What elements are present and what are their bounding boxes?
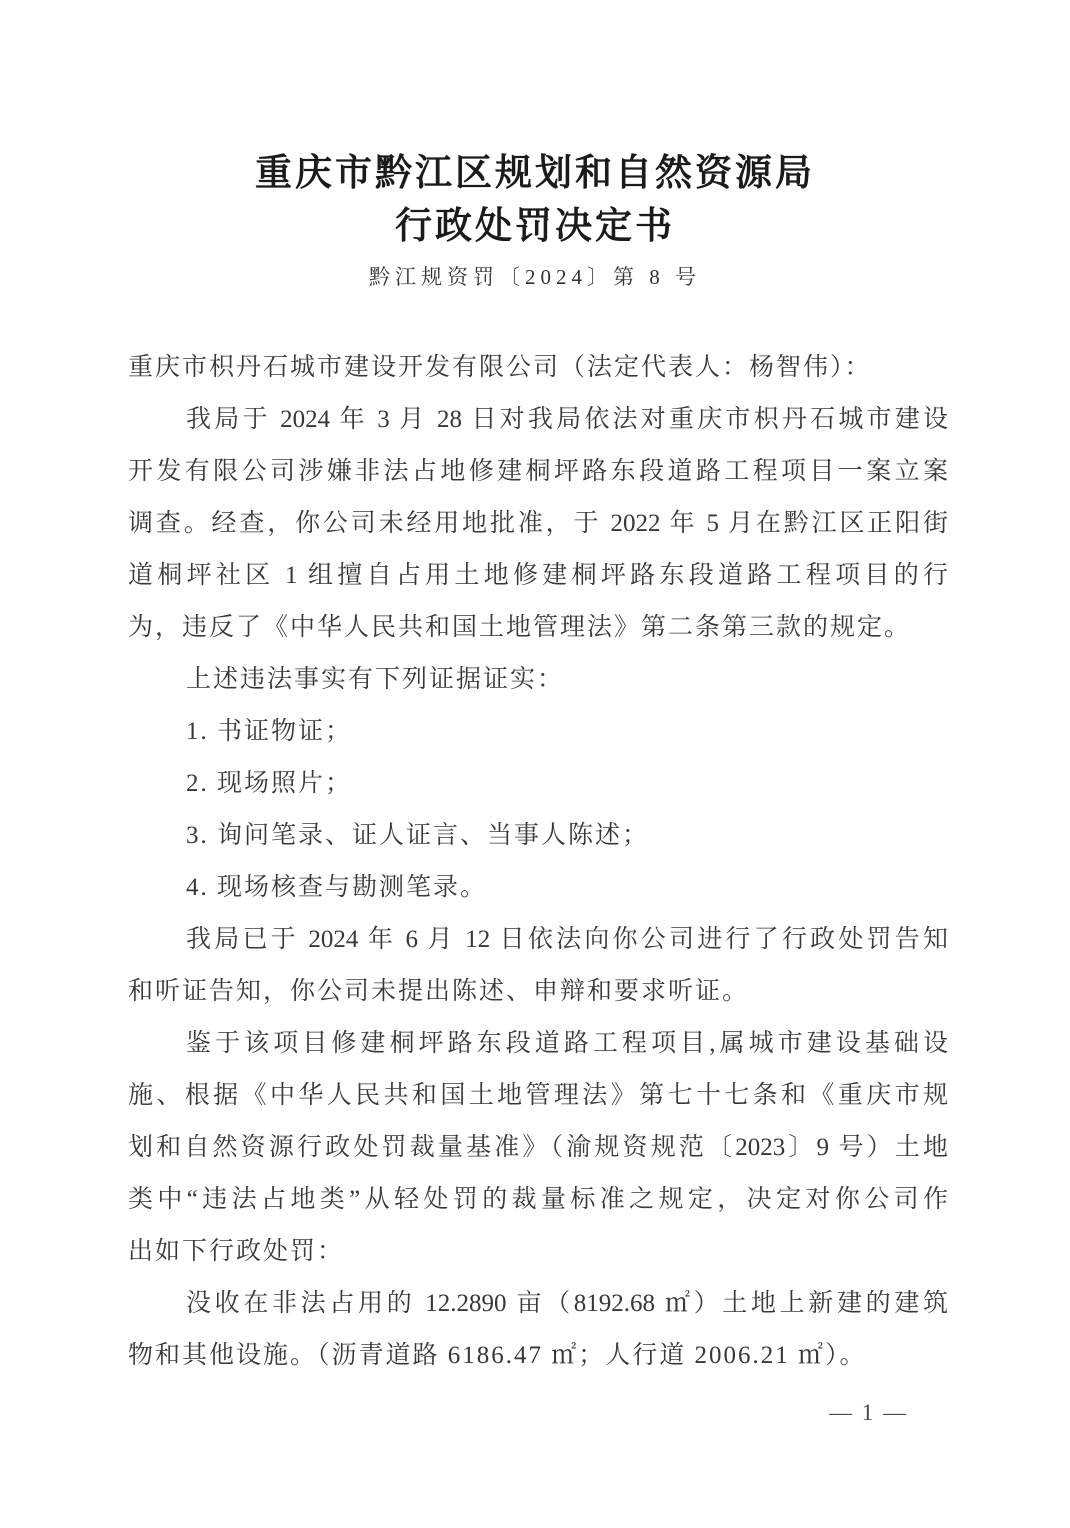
body-line: 和听证告知，你公司未提出陈述、申辩和要求听证。 <box>128 978 750 1005</box>
document-title-line2: 行政处罚决定书 <box>395 205 675 246</box>
body-line: 1. 书证物证； <box>186 718 353 745</box>
document-number: 黔江规资罚〔2024〕第 8 号 <box>369 265 701 289</box>
body-line: 重庆市枳丹石城市建设开发有限公司（法定代表人：杨智伟）： <box>128 354 872 381</box>
body-line: 物和其他设施。（沥青道路 6186.47 ㎡；人行道 2006.21 ㎡）。 <box>128 1342 867 1369</box>
body-line: 道桐坪社区 1 组擅自占用土地修建桐坪路东段道路工程项目的行 <box>128 562 948 589</box>
body-line: 出如下行政处罚： <box>128 1238 345 1265</box>
body-line: 没收在非法占用的 12.2890 亩（8192.68 ㎡）土地上新建的建筑 <box>186 1290 948 1317</box>
body-line: 开发有限公司涉嫌非法占地修建桐坪路东段道路工程项目一案立案 <box>128 458 948 485</box>
document-header <box>0 0 1070 292</box>
body-line: 调查。经查，你公司未经用地批准，于 2022 年 5 月在黔江区正阳街 <box>128 510 948 537</box>
document-title-line1: 重庆市黔江区规划和自然资源局 <box>255 152 815 193</box>
body-line: 2. 现场照片； <box>186 770 353 797</box>
body-line: 3. 询问笔录、证人证言、当事人陈述； <box>186 822 650 849</box>
body-line: 类中“违法占地类”从轻处罚的裁量标准之规定，决定对你公司作 <box>128 1186 948 1213</box>
body-line: 上述违法事实有下列证据证实： <box>186 666 565 693</box>
page-number: — 1 — <box>829 1400 908 1425</box>
document-title <box>0 146 1070 252</box>
body-line: 我局于 2024 年 3 月 28 日对我局依法对重庆市枳丹石城市建设 <box>186 406 948 433</box>
document-body <box>128 342 948 1382</box>
body-line: 划和自然资源行政处罚裁量基准》（渝规资规范〔2023〕9 号）土地 <box>128 1134 948 1161</box>
body-line: 施、根据《中华人民共和国土地管理法》第七十七条和《重庆市规 <box>128 1082 948 1109</box>
body-line: 为，违反了《中华人民共和国土地管理法》第二条第三款的规定。 <box>128 614 912 641</box>
body-line: 我局已于 2024 年 6 月 12 日依法向你公司进行了行政处罚告知 <box>186 926 948 953</box>
body-line: 鉴于该项目修建桐坪路东段道路工程项目,属城市建设基础设 <box>186 1030 948 1057</box>
body-line: 4. 现场核查与勘测笔录。 <box>186 874 488 901</box>
